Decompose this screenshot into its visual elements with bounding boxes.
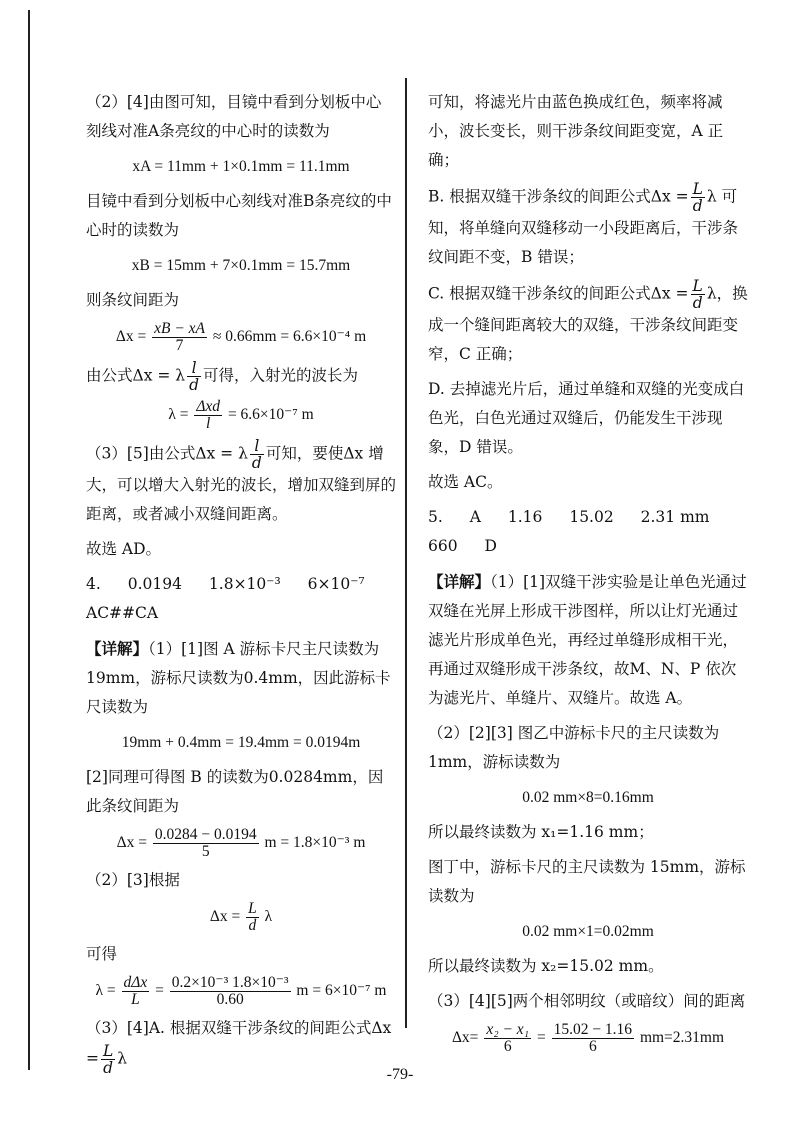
eq11-den2: 6 <box>588 1038 597 1055</box>
eq6-rhs: m = 1.8×10⁻³ m <box>264 834 366 852</box>
q5-answers <box>428 503 748 561</box>
eq-vernier-2: 0.02 mm×1=0.02mm <box>522 923 654 940</box>
eq7-rhs: λ <box>264 908 273 926</box>
eq3-den: 7 <box>175 337 184 354</box>
eq6-den: 5 <box>201 843 210 860</box>
left-p4 <box>86 360 396 393</box>
eq-final-spacing <box>428 1022 748 1055</box>
eq6-fraction <box>153 827 259 860</box>
left-p6: 故选 AD。 <box>86 540 162 558</box>
q5-number: 5. <box>428 508 443 526</box>
p4-den: d <box>189 376 200 394</box>
eq4-rhs: = 6.6×10⁻⁷ m <box>227 406 314 424</box>
eq8-mid: = <box>155 982 164 1000</box>
eq11-num1: x₂ − x₁ <box>486 1021 530 1038</box>
eq-fringe-spacing <box>86 321 396 354</box>
eq4-den: l <box>206 415 211 432</box>
eq11-fraction-1 <box>484 1022 531 1055</box>
q5-answer-6: D <box>484 537 497 555</box>
right-r9: 图丁中，游标卡尺的主尺读数为 15mm，游标读数为 <box>428 858 746 905</box>
left-p9: （2）[3]根据 <box>86 871 180 889</box>
q5-answer-1: A <box>469 508 481 526</box>
r3-fraction <box>691 278 705 311</box>
p4-fraction <box>187 360 201 393</box>
q4-answer-4: AC##CA <box>86 604 159 622</box>
eq11-num2: 15.02 − 1.16 <box>553 1021 633 1038</box>
right-r3 <box>428 278 748 369</box>
p11-den: d <box>103 1059 114 1077</box>
eq11-den1: 6 <box>503 1038 512 1055</box>
eq8-num2: 0.2×10⁻³ 1.8×10⁻³ <box>171 974 289 991</box>
q5-answer-4: 2.31 mm <box>640 508 710 526</box>
eq7-den: d <box>248 917 257 934</box>
eq11-rhs: mm=2.31mm <box>639 1029 725 1047</box>
left-p10: 可得 <box>86 945 118 963</box>
eq-spacing-b <box>86 827 396 860</box>
eq-vernier-1: 0.02 mm×8=0.16mm <box>522 789 654 806</box>
p5-den: d <box>251 454 262 472</box>
eq3-lhs: Δx = <box>115 328 147 346</box>
right-r1: 可知，将滤光片由蓝色换成红色，频率将减小，波长变长，则干涉条纹间距变宽，A 正确； <box>428 93 724 169</box>
r2-fraction <box>691 181 705 214</box>
column-divider <box>405 78 407 1028</box>
eq6-lhs: Δx = <box>116 834 147 852</box>
r2-a: B. 根据双缝干涉条纹的间距公式Δx = <box>428 187 689 206</box>
eq6-num: 0.0284 − 0.0194 <box>154 826 257 843</box>
eq11-mid: = <box>536 1029 546 1047</box>
left-p1: （2）[4]由图可知，目镜中看到分划板中心刻线对准A条亮纹的中心时的读数为 <box>86 93 382 140</box>
right-r2 <box>428 181 748 272</box>
right-r8: 所以最终读数为 x₁=1.16 mm； <box>428 823 654 841</box>
eq-wavelength <box>86 399 396 432</box>
q4-answer-2: 1.8×10⁻³ <box>208 575 281 593</box>
eq-lambda-result <box>86 975 396 1008</box>
q4-answer-3: 6×10⁻⁷ <box>307 575 365 593</box>
eq8-den1: L <box>131 991 140 1008</box>
r3-num: L <box>692 277 703 295</box>
p5-fraction <box>250 438 264 471</box>
eq8-fraction-1 <box>122 975 150 1008</box>
q4-answer-1: 0.0194 <box>127 575 182 593</box>
eq-formula <box>86 901 396 934</box>
right-r4: D. 去掉滤光片后，通过单缝和双缝的光变成白色光，白色光通过双缝后，仍能发生干涉现象，D 错误。 <box>428 380 745 456</box>
p11-b: λ <box>117 1049 128 1068</box>
eq3-fraction <box>152 321 207 354</box>
left-p7 <box>86 634 396 722</box>
left-p5 <box>86 438 396 529</box>
p5-a: （3）[5]由公式Δx = λ <box>86 444 248 463</box>
right-column <box>428 88 748 1061</box>
eq7-num: L <box>248 900 257 917</box>
left-p3: 则条纹间距为 <box>86 291 180 309</box>
r6-text: （1）[1]双缝干涉实验是让单色光通过双缝在光屏上形成干涉图样，所以让灯光通过滤光片形成单色光，再经过单缝形成相干光，再通过双缝形成干涉条纹，故M、N、P 依次为滤光片、单缝片、双缝片。故选 A。 <box>428 573 747 707</box>
left-p8: [2]同理可得图 B 的读数为0.0284mm，因此条纹间距为 <box>86 768 384 815</box>
eq-reading-a: 19mm + 0.4mm = 19.4mm = 0.0194m <box>121 734 361 751</box>
eq4-lhs: λ = <box>168 406 189 424</box>
right-r11: （3）[4][5]两个相邻明纹（或暗纹）间的距离 <box>428 992 746 1010</box>
q5-answer-5: 660 <box>428 537 458 555</box>
q4-answers <box>86 570 396 628</box>
p5-num: l <box>250 438 264 455</box>
right-r6 <box>428 567 748 713</box>
eq7-fraction <box>246 901 259 934</box>
r3-den: d <box>692 294 703 312</box>
eq8-den2: 0.60 <box>216 991 244 1008</box>
p7-text: （1）[1]图 A 游标卡尺主尺读数为19mm，游标尺读数为0.4mm，因此游标卡尺读数为 <box>86 640 391 716</box>
eq11-lhs: Δx= <box>451 1029 479 1047</box>
eq3-rhs: ≈ 0.66mm = 6.6×10⁻⁴ m <box>212 328 367 346</box>
eq7-lhs: Δx = <box>209 908 241 926</box>
p4-b: 可得，入射光的波长为 <box>203 366 359 385</box>
eq11-fraction-2 <box>552 1022 635 1055</box>
p11-a: （3）[4]A. 根据双缝干涉条纹的间距公式Δx = <box>86 1019 392 1068</box>
binding-line <box>28 10 30 1070</box>
q4-number: 4. <box>86 575 101 593</box>
eq8-rhs: m = 6×10⁻⁷ m <box>296 982 387 1000</box>
eq4-fraction <box>194 399 222 432</box>
q5-answer-3: 15.02 <box>569 508 614 526</box>
eq-xa: xA = 11mm + 1×0.1mm = 11.1mm <box>132 158 350 175</box>
r2-den: d <box>692 197 703 215</box>
eq-xb: xB = 15mm + 7×0.1mm = 15.7mm <box>131 257 351 274</box>
p5-b: 可知，要使Δx 增大，可以增大入射光的波长，增加双缝到屏的距离，或者减小双缝间距离。 <box>86 444 397 523</box>
p11-num: L <box>103 1042 114 1060</box>
right-r5: 故选 AC。 <box>428 473 503 491</box>
right-r10: 所以最终读数为 x₂=15.02 mm。 <box>428 957 664 975</box>
p4-a: 由公式Δx = λ <box>86 366 186 385</box>
detail-tag: 【详解】 <box>86 639 149 658</box>
right-r7: （2）[2][3] 图乙中游标卡尺的主尺读数为 1mm，游标读数为 <box>428 724 720 771</box>
q5-answer-2: 1.16 <box>507 508 543 526</box>
eq3-num: xB − xA <box>154 320 205 337</box>
r3-a: C. 根据双缝干涉条纹的间距公式Δx = <box>428 284 689 303</box>
page-number: -79- <box>386 1066 414 1083</box>
eq8-lhs: λ = <box>95 982 116 1000</box>
detail-tag-2: 【详解】 <box>428 572 491 591</box>
eq4-num: Δxd <box>196 398 221 415</box>
left-column <box>86 88 396 1082</box>
eq8-num1: dΔx <box>123 974 148 991</box>
r3-b: λ，换成一个缝间距离较大的双缝，干涉条纹间距变窄，C 正确； <box>428 284 748 363</box>
left-p2: 目镜中看到分划板中心刻线对准B条亮纹的中心时的读数为 <box>86 192 392 239</box>
r2-b: λ 可知，将单缝向双缝移动一小段距离后，干涉条纹间距不变，B 错误； <box>428 187 739 266</box>
p4-num: l <box>187 360 201 377</box>
eq8-fraction-2 <box>170 975 291 1008</box>
r2-num: L <box>692 180 703 198</box>
